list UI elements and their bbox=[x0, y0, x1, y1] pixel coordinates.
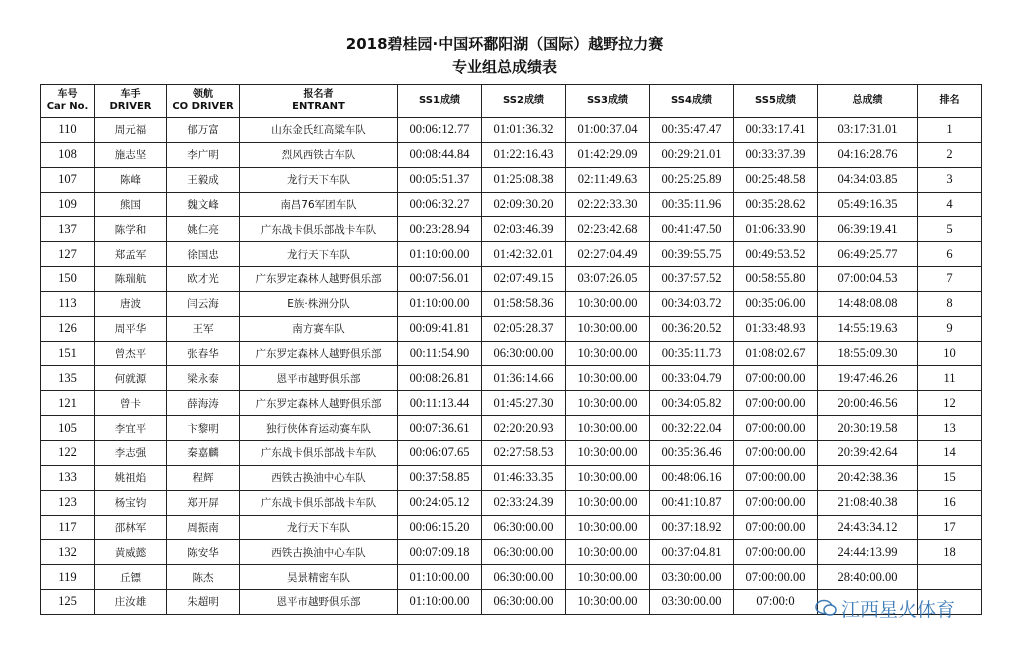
total-cell: 24:44:13.99 bbox=[818, 540, 918, 565]
ss4-cell: 00:41:10.87 bbox=[650, 490, 734, 515]
watermark bbox=[815, 594, 985, 622]
ss5-cell: 07:00:00.00 bbox=[734, 515, 818, 540]
entrant-cell: 广东战卡俱乐部战卡车队 bbox=[240, 217, 398, 242]
rank-cell: 8 bbox=[918, 291, 982, 316]
driver-cell: 李志强 bbox=[95, 440, 167, 465]
ss2-cell: 02:03:46.39 bbox=[482, 217, 566, 242]
co-driver-cell: 陈杰 bbox=[167, 565, 240, 590]
ss2-cell: 02:27:58.53 bbox=[482, 440, 566, 465]
ss3-cell: 02:23:42.68 bbox=[566, 217, 650, 242]
co-driver-cell: 张春华 bbox=[167, 341, 240, 366]
ss5-cell: 01:33:48.93 bbox=[734, 316, 818, 341]
ss2-cell: 01:58:58.36 bbox=[482, 291, 566, 316]
ss1-cell: 00:06:07.65 bbox=[398, 440, 482, 465]
ss3-cell: 10:30:00.00 bbox=[566, 341, 650, 366]
total-cell: 20:00:46.56 bbox=[818, 391, 918, 416]
rank-cell: 1 bbox=[918, 118, 982, 143]
ss5-cell: 00:49:53.52 bbox=[734, 242, 818, 267]
table-row bbox=[41, 391, 982, 416]
ss2-cell: 01:25:08.38 bbox=[482, 167, 566, 192]
ss4-cell: 00:36:20.52 bbox=[650, 316, 734, 341]
ss3-cell: 10:30:00.00 bbox=[566, 316, 650, 341]
ss5-cell: 07:00:00.00 bbox=[734, 540, 818, 565]
table-row bbox=[41, 118, 982, 143]
co-driver-cell: 王军 bbox=[167, 316, 240, 341]
co-driver-cell: 卞黎明 bbox=[167, 416, 240, 441]
rank-cell bbox=[918, 565, 982, 590]
co-driver-cell: 闫云海 bbox=[167, 291, 240, 316]
car-cell: 137 bbox=[41, 217, 95, 242]
total-cell: 06:39:19.41 bbox=[818, 217, 918, 242]
driver-cell: 陈峰 bbox=[95, 167, 167, 192]
driver-cell: 杨宝钧 bbox=[95, 490, 167, 515]
table-row bbox=[41, 341, 982, 366]
ss1-cell: 00:09:41.81 bbox=[398, 316, 482, 341]
ss5-cell: 00:58:55.80 bbox=[734, 267, 818, 292]
table-row bbox=[41, 142, 982, 167]
ss3-cell: 10:30:00.00 bbox=[566, 440, 650, 465]
ss2-cell: 02:09:30.20 bbox=[482, 192, 566, 217]
ss1-cell: 00:07:36.61 bbox=[398, 416, 482, 441]
ss1-cell: 00:08:44.84 bbox=[398, 142, 482, 167]
ss3-cell: 02:11:49.63 bbox=[566, 167, 650, 192]
ss4-cell: 00:35:36.46 bbox=[650, 440, 734, 465]
results-table bbox=[40, 84, 982, 615]
ss3-cell: 10:30:00.00 bbox=[566, 291, 650, 316]
ss5-cell: 07:00:00.00 bbox=[734, 465, 818, 490]
ss1-cell: 00:23:28.94 bbox=[398, 217, 482, 242]
col-header-total: 总成绩 bbox=[818, 85, 918, 118]
co-driver-cell: 徐国忠 bbox=[167, 242, 240, 267]
ss5-cell: 00:25:48.58 bbox=[734, 167, 818, 192]
table-row bbox=[41, 540, 982, 565]
driver-cell: 郑孟军 bbox=[95, 242, 167, 267]
rank-cell: 7 bbox=[918, 267, 982, 292]
ss1-cell: 01:10:00.00 bbox=[398, 291, 482, 316]
rank-cell: 17 bbox=[918, 515, 982, 540]
ss2-cell: 02:05:28.37 bbox=[482, 316, 566, 341]
co-driver-cell: 朱超明 bbox=[167, 590, 240, 615]
col-header-driver: 车手 DRIVER bbox=[95, 85, 167, 118]
ss3-cell: 02:22:33.30 bbox=[566, 192, 650, 217]
page-subtitle: 专业组总成绩表 bbox=[451, 58, 557, 76]
col-header-ss3: SS3成绩 bbox=[566, 85, 650, 118]
ss5-cell: 07:00:00.00 bbox=[734, 565, 818, 590]
ss2-cell: 01:22:16.43 bbox=[482, 142, 566, 167]
car-cell: 151 bbox=[41, 341, 95, 366]
ss1-cell: 00:37:58.85 bbox=[398, 465, 482, 490]
ss1-cell: 00:06:32.27 bbox=[398, 192, 482, 217]
ss2-cell: 01:36:14.66 bbox=[482, 366, 566, 391]
co-driver-cell: 陈安华 bbox=[167, 540, 240, 565]
car-cell: 125 bbox=[41, 590, 95, 615]
ss3-cell: 03:07:26.05 bbox=[566, 267, 650, 292]
entrant-cell: 西铁古换油中心车队 bbox=[240, 540, 398, 565]
total-cell: 18:55:09.30 bbox=[818, 341, 918, 366]
ss4-cell: 00:41:47.50 bbox=[650, 217, 734, 242]
ss2-cell: 01:45:27.30 bbox=[482, 391, 566, 416]
ss1-cell: 00:11:54.90 bbox=[398, 341, 482, 366]
total-cell: 20:39:42.64 bbox=[818, 440, 918, 465]
driver-cell: 周平华 bbox=[95, 316, 167, 341]
car-cell: 121 bbox=[41, 391, 95, 416]
table-row bbox=[41, 192, 982, 217]
driver-cell: 施志坚 bbox=[95, 142, 167, 167]
driver-cell: 庄汝雄 bbox=[95, 590, 167, 615]
total-cell: 21:08:40.38 bbox=[818, 490, 918, 515]
car-cell: 127 bbox=[41, 242, 95, 267]
ss4-cell: 00:34:03.72 bbox=[650, 291, 734, 316]
ss1-cell: 00:11:13.44 bbox=[398, 391, 482, 416]
table-row bbox=[41, 465, 982, 490]
entrant-cell: 广东罗定森林人越野俱乐部 bbox=[240, 391, 398, 416]
ss4-cell: 00:37:18.92 bbox=[650, 515, 734, 540]
ss5-cell: 00:33:17.41 bbox=[734, 118, 818, 143]
ss3-cell: 01:00:37.04 bbox=[566, 118, 650, 143]
col-header-co-driver: 领航 CO DRIVER bbox=[167, 85, 240, 118]
co-driver-cell: 姚仁亮 bbox=[167, 217, 240, 242]
ss5-cell: 07:00:00.00 bbox=[734, 490, 818, 515]
ss4-cell: 00:29:21.01 bbox=[650, 142, 734, 167]
table-row bbox=[41, 316, 982, 341]
total-cell: 05:49:16.35 bbox=[818, 192, 918, 217]
total-cell: 06:49:25.77 bbox=[818, 242, 918, 267]
co-driver-cell: 魏文峰 bbox=[167, 192, 240, 217]
car-cell: 132 bbox=[41, 540, 95, 565]
driver-cell: 曾杰平 bbox=[95, 341, 167, 366]
table-row bbox=[41, 167, 982, 192]
entrant-cell: 山东金氏红高粱车队 bbox=[240, 118, 398, 143]
total-cell: 20:42:38.36 bbox=[818, 465, 918, 490]
total-cell: 07:00:04.53 bbox=[818, 267, 918, 292]
col-header-entrant: 报名者 ENTRANT bbox=[240, 85, 398, 118]
rank-cell: 14 bbox=[918, 440, 982, 465]
ss2-cell: 01:42:32.01 bbox=[482, 242, 566, 267]
car-cell: 123 bbox=[41, 490, 95, 515]
ss1-cell: 00:24:05.12 bbox=[398, 490, 482, 515]
co-driver-cell: 欧才光 bbox=[167, 267, 240, 292]
ss5-cell: 00:35:28.62 bbox=[734, 192, 818, 217]
table-row bbox=[41, 291, 982, 316]
driver-cell: 陈学和 bbox=[95, 217, 167, 242]
driver-cell: 邵林军 bbox=[95, 515, 167, 540]
car-cell: 122 bbox=[41, 440, 95, 465]
ss3-cell: 02:27:04.49 bbox=[566, 242, 650, 267]
co-driver-cell: 周振南 bbox=[167, 515, 240, 540]
table-row bbox=[41, 565, 982, 590]
total-cell: 20:30:19.58 bbox=[818, 416, 918, 441]
co-driver-cell: 王毅成 bbox=[167, 167, 240, 192]
ss2-cell: 06:30:00.00 bbox=[482, 540, 566, 565]
ss4-cell: 00:37:04.81 bbox=[650, 540, 734, 565]
driver-cell: 曾卡 bbox=[95, 391, 167, 416]
total-cell: 14:48:08.08 bbox=[818, 291, 918, 316]
rank-cell: 15 bbox=[918, 465, 982, 490]
ss5-cell: 01:08:02.67 bbox=[734, 341, 818, 366]
total-cell: 28:40:00.00 bbox=[818, 565, 918, 590]
co-driver-cell: 郁万富 bbox=[167, 118, 240, 143]
entrant-cell: 广东罗定森林人越野俱乐部 bbox=[240, 267, 398, 292]
car-cell: 117 bbox=[41, 515, 95, 540]
rank-cell: 10 bbox=[918, 341, 982, 366]
ss4-cell: 00:35:11.73 bbox=[650, 341, 734, 366]
ss4-cell: 00:35:47.47 bbox=[650, 118, 734, 143]
ss5-cell: 07:00:00.00 bbox=[734, 440, 818, 465]
page-title: 2018碧桂园·中国环鄱阳湖（国际）越野拉力赛 bbox=[345, 35, 664, 53]
ss1-cell: 01:10:00.00 bbox=[398, 590, 482, 615]
car-cell: 126 bbox=[41, 316, 95, 341]
entrant-cell: 恩平市越野俱乐部 bbox=[240, 590, 398, 615]
ss5-cell: 07:00:00.00 bbox=[734, 366, 818, 391]
ss3-cell: 10:30:00.00 bbox=[566, 515, 650, 540]
ss5-cell: 00:35:06.00 bbox=[734, 291, 818, 316]
co-driver-cell: 梁永泰 bbox=[167, 366, 240, 391]
ss3-cell: 10:30:00.00 bbox=[566, 490, 650, 515]
table-header-row bbox=[41, 85, 982, 118]
ss2-cell: 02:07:49.15 bbox=[482, 267, 566, 292]
entrant-cell: 龙行天下车队 bbox=[240, 167, 398, 192]
total-cell: 04:34:03.85 bbox=[818, 167, 918, 192]
rank-cell: 18 bbox=[918, 540, 982, 565]
ss4-cell: 00:48:06.16 bbox=[650, 465, 734, 490]
ss5-cell: 01:06:33.90 bbox=[734, 217, 818, 242]
rank-cell: 11 bbox=[918, 366, 982, 391]
entrant-cell: 昊景精密车队 bbox=[240, 565, 398, 590]
table-row bbox=[41, 366, 982, 391]
driver-cell: 姚祖焰 bbox=[95, 465, 167, 490]
table-row bbox=[41, 515, 982, 540]
entrant-cell: 广东战卡俱乐部战卡车队 bbox=[240, 440, 398, 465]
col-header-rank: 排名 bbox=[918, 85, 982, 118]
ss4-cell: 00:37:57.52 bbox=[650, 267, 734, 292]
driver-cell: 陈瑞航 bbox=[95, 267, 167, 292]
table-row bbox=[41, 416, 982, 441]
ss2-cell: 06:30:00.00 bbox=[482, 515, 566, 540]
car-cell: 119 bbox=[41, 565, 95, 590]
entrant-cell: 南昌76军团车队 bbox=[240, 192, 398, 217]
total-cell: 03:17:31.01 bbox=[818, 118, 918, 143]
total-cell: 04:16:28.76 bbox=[818, 142, 918, 167]
ss2-cell: 06:30:00.00 bbox=[482, 590, 566, 615]
rank-cell: 13 bbox=[918, 416, 982, 441]
wechat-icon bbox=[815, 599, 837, 617]
ss3-cell: 10:30:00.00 bbox=[566, 590, 650, 615]
co-driver-cell: 程辉 bbox=[167, 465, 240, 490]
entrant-cell: 龙行天下车队 bbox=[240, 515, 398, 540]
total-cell: 14:55:19.63 bbox=[818, 316, 918, 341]
entrant-cell: 南方赛车队 bbox=[240, 316, 398, 341]
ss4-cell: 00:32:22.04 bbox=[650, 416, 734, 441]
rank-cell: 4 bbox=[918, 192, 982, 217]
ss1-cell: 00:07:09.18 bbox=[398, 540, 482, 565]
watermark-text: 江西星火体育 bbox=[841, 598, 956, 621]
car-cell: 135 bbox=[41, 366, 95, 391]
driver-cell: 李宜平 bbox=[95, 416, 167, 441]
entrant-cell: 广东罗定森林人越野俱乐部 bbox=[240, 341, 398, 366]
col-header-car: 车号 Car No. bbox=[41, 85, 95, 118]
entrant-cell: 恩平市越野俱乐部 bbox=[240, 366, 398, 391]
rank-cell: 2 bbox=[918, 142, 982, 167]
ss4-cell: 00:34:05.82 bbox=[650, 391, 734, 416]
ss2-cell: 01:46:33.35 bbox=[482, 465, 566, 490]
rank-cell: 6 bbox=[918, 242, 982, 267]
co-driver-cell: 薛海涛 bbox=[167, 391, 240, 416]
co-driver-cell: 秦嘉麟 bbox=[167, 440, 240, 465]
driver-cell: 丘镖 bbox=[95, 565, 167, 590]
ss2-cell: 06:30:00.00 bbox=[482, 565, 566, 590]
ss5-cell: 00:33:37.39 bbox=[734, 142, 818, 167]
ss1-cell: 01:10:00.00 bbox=[398, 565, 482, 590]
col-header-ss2: SS2成绩 bbox=[482, 85, 566, 118]
ss4-cell: 03:30:00.00 bbox=[650, 590, 734, 615]
driver-cell: 何就源 bbox=[95, 366, 167, 391]
car-cell: 110 bbox=[41, 118, 95, 143]
ss2-cell: 06:30:00.00 bbox=[482, 341, 566, 366]
car-cell: 150 bbox=[41, 267, 95, 292]
ss4-cell: 03:30:00.00 bbox=[650, 565, 734, 590]
rank-cell: 5 bbox=[918, 217, 982, 242]
ss4-cell: 00:35:11.96 bbox=[650, 192, 734, 217]
ss3-cell: 10:30:00.00 bbox=[566, 366, 650, 391]
total-cell: 24:43:34.12 bbox=[818, 515, 918, 540]
entrant-cell: E族·株洲分队 bbox=[240, 291, 398, 316]
driver-cell: 熊国 bbox=[95, 192, 167, 217]
table-row bbox=[41, 440, 982, 465]
ss2-cell: 02:33:24.39 bbox=[482, 490, 566, 515]
car-cell: 109 bbox=[41, 192, 95, 217]
ss1-cell: 01:10:00.00 bbox=[398, 242, 482, 267]
ss1-cell: 00:06:12.77 bbox=[398, 118, 482, 143]
ss3-cell: 10:30:00.00 bbox=[566, 540, 650, 565]
co-driver-cell: 李广明 bbox=[167, 142, 240, 167]
ss3-cell: 10:30:00.00 bbox=[566, 416, 650, 441]
ss1-cell: 00:05:51.37 bbox=[398, 167, 482, 192]
ss4-cell: 00:25:25.89 bbox=[650, 167, 734, 192]
driver-cell: 唐波 bbox=[95, 291, 167, 316]
rank-cell: 9 bbox=[918, 316, 982, 341]
ss3-cell: 01:42:29.09 bbox=[566, 142, 650, 167]
car-cell: 113 bbox=[41, 291, 95, 316]
total-cell: 19:47:46.26 bbox=[818, 366, 918, 391]
rank-cell: 16 bbox=[918, 490, 982, 515]
entrant-cell: 龙行天下车队 bbox=[240, 242, 398, 267]
table-row bbox=[41, 267, 982, 292]
ss4-cell: 00:39:55.75 bbox=[650, 242, 734, 267]
rank-cell: 3 bbox=[918, 167, 982, 192]
col-header-ss4: SS4成绩 bbox=[650, 85, 734, 118]
car-cell: 107 bbox=[41, 167, 95, 192]
car-cell: 133 bbox=[41, 465, 95, 490]
ss2-cell: 01:01:36.32 bbox=[482, 118, 566, 143]
ss1-cell: 00:06:15.20 bbox=[398, 515, 482, 540]
entrant-cell: 独行侠体育运动赛车队 bbox=[240, 416, 398, 441]
ss5-cell: 07:00:00.00 bbox=[734, 391, 818, 416]
driver-cell: 黄威懿 bbox=[95, 540, 167, 565]
entrant-cell: 烈风西铁古车队 bbox=[240, 142, 398, 167]
ss1-cell: 00:07:56.01 bbox=[398, 267, 482, 292]
rank-cell: 12 bbox=[918, 391, 982, 416]
ss1-cell: 00:08:26.81 bbox=[398, 366, 482, 391]
table-row bbox=[41, 217, 982, 242]
driver-cell: 周元福 bbox=[95, 118, 167, 143]
car-cell: 108 bbox=[41, 142, 95, 167]
ss5-cell: 07:00:0 bbox=[734, 590, 818, 615]
ss3-cell: 10:30:00.00 bbox=[566, 465, 650, 490]
table-row bbox=[41, 490, 982, 515]
table-row bbox=[41, 242, 982, 267]
ss5-cell: 07:00:00.00 bbox=[734, 416, 818, 441]
ss2-cell: 02:20:20.93 bbox=[482, 416, 566, 441]
entrant-cell: 西铁古换油中心车队 bbox=[240, 465, 398, 490]
ss3-cell: 10:30:00.00 bbox=[566, 565, 650, 590]
car-cell: 105 bbox=[41, 416, 95, 441]
ss3-cell: 10:30:00.00 bbox=[566, 391, 650, 416]
entrant-cell: 广东战卡俱乐部战卡车队 bbox=[240, 490, 398, 515]
col-header-ss1: SS1成绩 bbox=[398, 85, 482, 118]
ss4-cell: 00:33:04.79 bbox=[650, 366, 734, 391]
col-header-ss5: SS5成绩 bbox=[734, 85, 818, 118]
co-driver-cell: 郑开屏 bbox=[167, 490, 240, 515]
